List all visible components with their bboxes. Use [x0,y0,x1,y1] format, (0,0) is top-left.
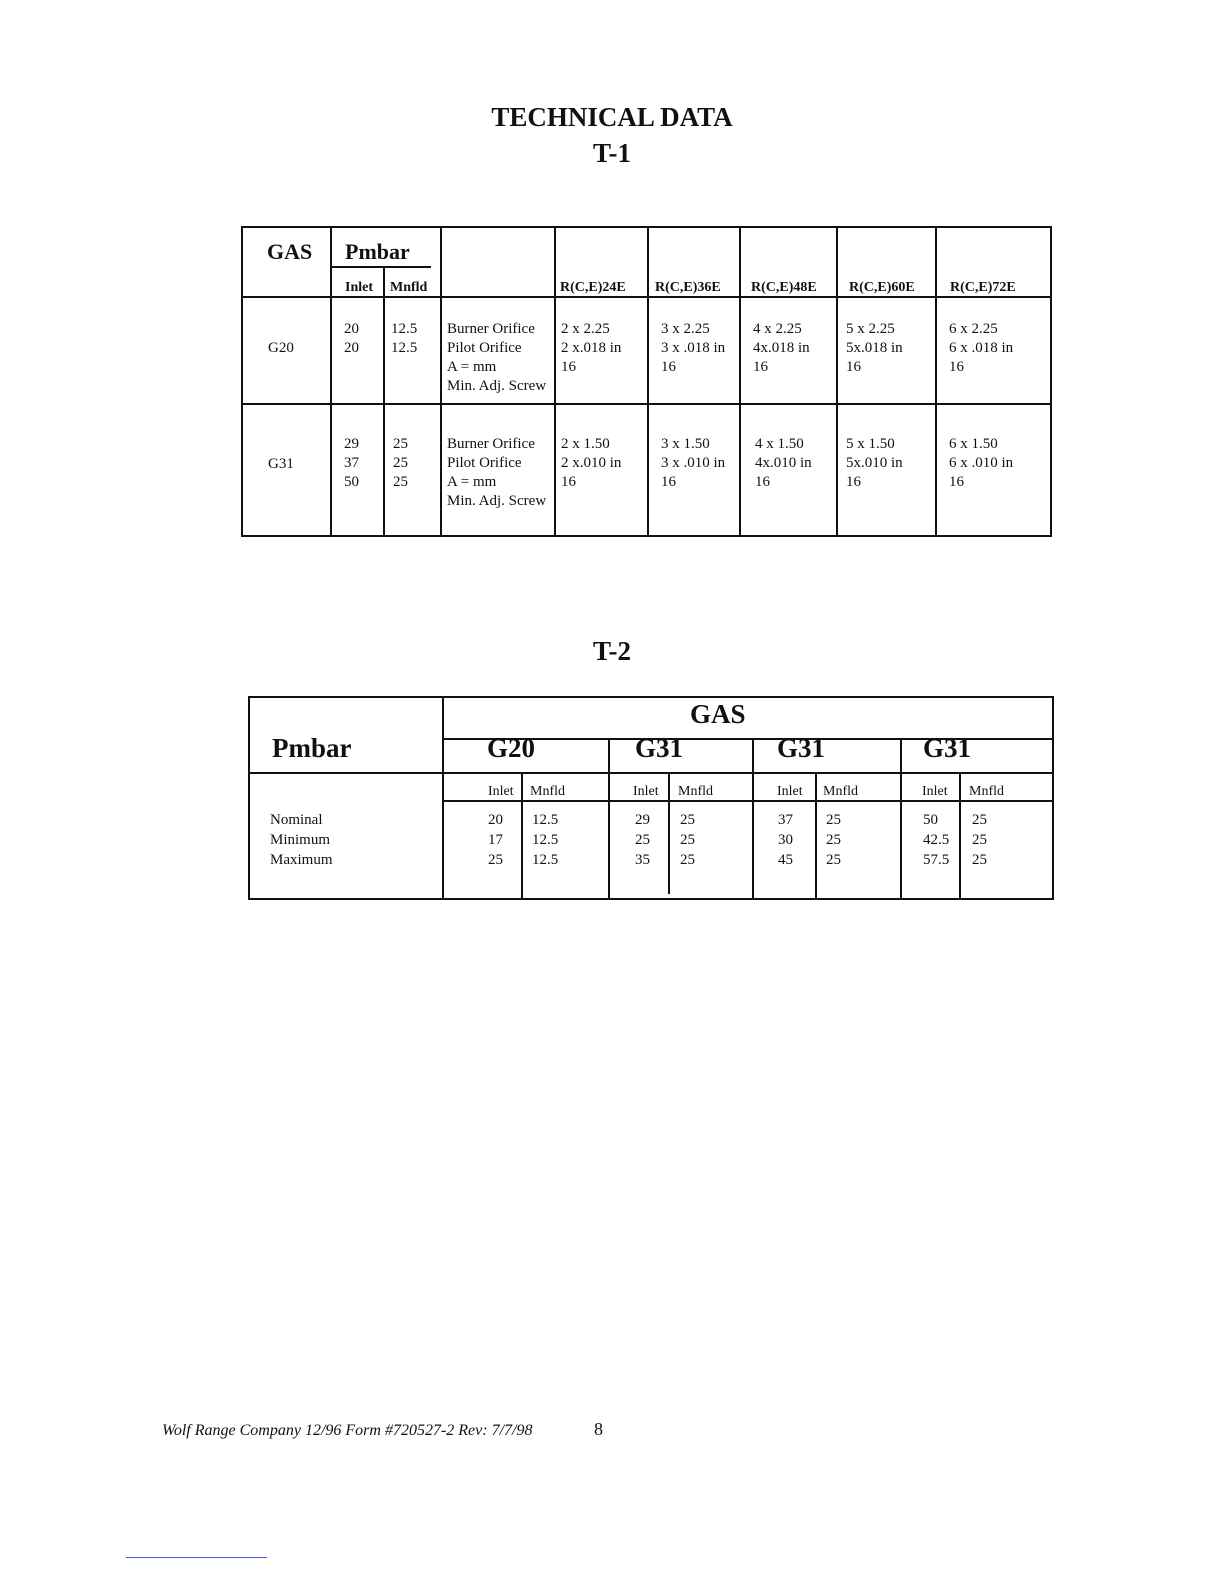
t2-gas-header: GAS [690,699,746,729]
t2-inlet-values: 37 30 45 [778,812,793,868]
t1-model-values: 3 x 1.50 3 x .010 in 16 [661,436,726,490]
t2-inlet-values: 50 42.5 57.5 [923,812,950,868]
page-number: 8 [594,1419,603,1439]
t1-model-values: 2 x 2.25 2 x.018 in 16 [561,321,622,375]
t2-row-labels: Nominal Minimum Maximum [270,812,333,868]
t2-inlet-header: Inlet [488,784,514,799]
t2-col-divider [442,698,444,898]
t2-mnfld-header: Mnfld [969,784,1004,799]
t2-inlet-header: Inlet [633,784,659,799]
t1-model-values: 5 x 1.50 5x.010 in 16 [846,436,903,490]
t2-mnfld-values: 25 25 25 [680,812,695,868]
t1-model-values: 5 x 2.25 5x.018 in 16 [846,321,903,375]
t1-col-divider [554,228,556,535]
t1-row-divider [243,403,1050,405]
t1-model-header: R(C,E)36E [655,280,721,295]
t1-mnfld-value: 25 25 25 [393,436,408,490]
t1-col-divider [330,228,332,535]
t2-col-divider [668,774,670,894]
t2-gas-group-header: G31 [923,733,972,763]
t1-inlet-header: Inlet [345,280,373,295]
t2-col-divider [608,740,610,898]
table-t1 [241,226,1052,537]
t1-col-divider [440,228,442,535]
t2-mnfld-values: 12.5 12.5 12.5 [532,812,559,868]
t2-mnfld-header: Mnfld [823,784,858,799]
t1-inlet-value: 29 37 50 [344,436,359,490]
t2-mnfld-values: 25 25 25 [826,812,841,868]
t1-gas-label: G20 [268,340,294,356]
t1-model-header: R(C,E)24E [560,280,626,295]
t1-mnfld-header: Mnfld [390,280,428,295]
t2-col-divider [900,740,902,898]
t1-col-divider [739,228,741,535]
t2-mnfld-header: Mnfld [678,784,713,799]
t1-model-values: 3 x 2.25 3 x .018 in 16 [661,321,726,375]
t1-col-divider [935,228,937,535]
t2-inlet-header: Inlet [922,784,948,799]
t1-model-values: 6 x 2.25 6 x .018 in 16 [949,321,1014,375]
t1-inlet-value: 20 20 [344,321,359,356]
t2-gas-group-header: G31 [635,733,684,763]
t1-gas-label: G31 [268,456,294,472]
t1-param-labels: Burner Orifice Pilot Orifice A = mm Min. Adj. Screw [447,321,547,394]
t1-model-values: 4 x 1.50 4x.010 in 16 [755,436,812,490]
t2-col-divider [752,740,754,898]
footnote-rule [126,1557,267,1558]
t1-model-values: 4 x 2.25 4x.018 in 16 [753,321,810,375]
t1-col-divider [647,228,649,535]
t2-col-divider [815,774,817,898]
table-t2 [248,696,1054,900]
footer-text: Wolf Range Company 12/96 Form #720527-2 Rev: 7/7/98 [162,1422,533,1439]
t2-pmbar-header: Pmbar [272,733,352,763]
t1-pmbar-underline [331,266,431,268]
t2-gas-group-header: G31 [777,733,826,763]
t1-mnfld-value: 12.5 12.5 [391,321,418,356]
t2-mnfld-values: 25 25 25 [972,812,987,868]
t1-col-divider [836,228,838,535]
t1-param-labels: Burner Orifice Pilot Orifice A = mm Min. Adj. Screw [447,436,547,509]
t1-model-header: R(C,E)60E [849,280,915,295]
t1-gas-header: GAS [267,239,313,264]
t1-model-values: 6 x 1.50 6 x .010 in 16 [949,436,1014,490]
t1-model-values: 2 x 1.50 2 x.010 in 16 [561,436,622,490]
t2-header-divider [250,772,1052,774]
t1-pmbar-header: Pmbar [345,239,410,264]
t2-inlet-header: Inlet [777,784,803,799]
t2-mnfld-header: Mnfld [530,784,565,799]
table-t2-label: T-2 [592,636,632,666]
t2-inlet-values: 20 17 25 [488,812,503,868]
t1-model-header: R(C,E)48E [751,280,817,295]
t1-col-divider [383,266,385,535]
t2-inlet-values: 29 25 35 [635,812,650,868]
t2-col-divider [959,774,961,898]
t2-gas-group-header: G20 [487,733,536,763]
t1-model-header: R(C,E)72E [950,280,1016,295]
t2-col-divider [521,774,523,898]
table-t1-label: T-1 [592,138,632,168]
document-title: TECHNICAL DATA [491,102,733,132]
